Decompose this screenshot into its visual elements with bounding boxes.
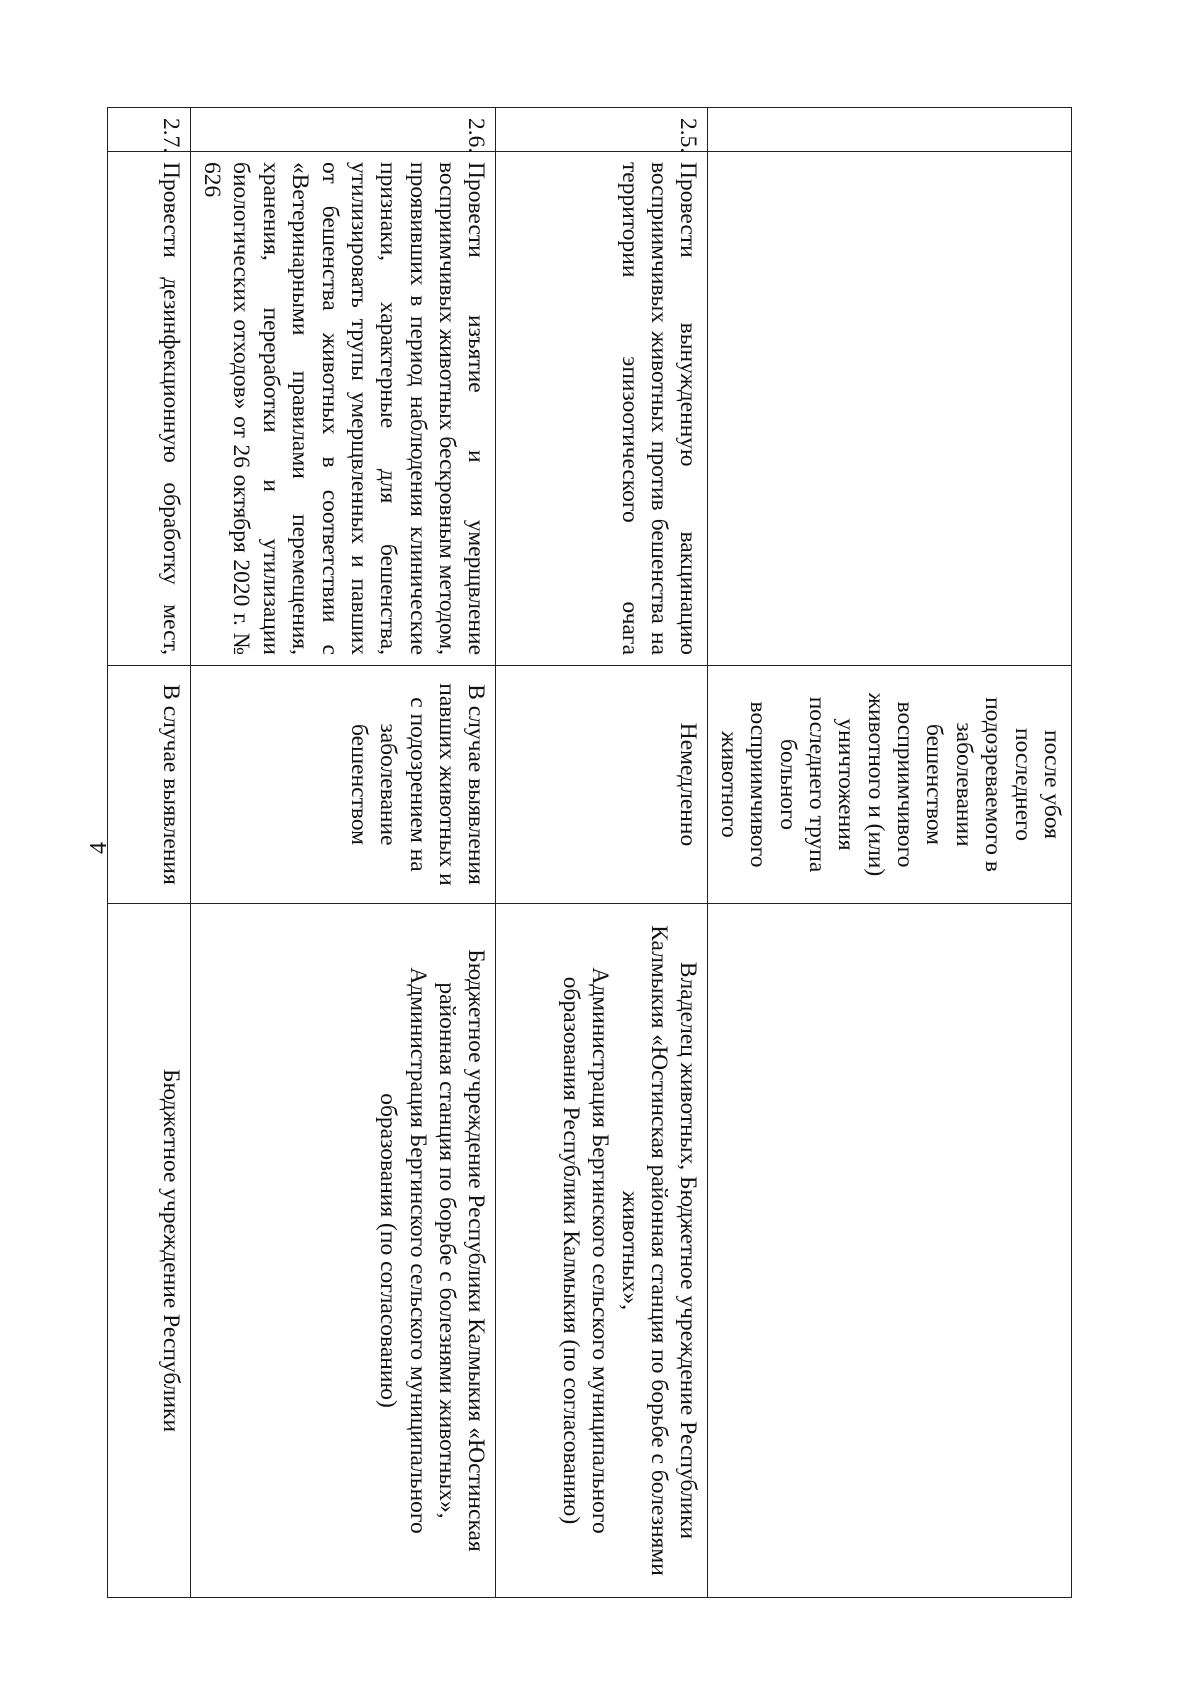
row-number-cell [708, 108, 1072, 152]
responsible-text: Бюджетное учреждение Республики [158, 1068, 185, 1433]
term-cell: после убоя последнего подозреваемого в заболевании бешенством восприимчивого животного и (или) уничтожения последнего трупа больного восприимчивого животного [708, 666, 1072, 904]
responsible-cell [191, 904, 496, 1598]
row-number-cell: 2.5. [496, 108, 708, 152]
action-cell: Провести изъятие и умерщвление восприимчивых животных бескровным методом, проявивших в период наблюдения клинические признаки, характерные для бешенства, утилизировать трупы умерщвленных и павших от бешенства животных в соответствии с «Ветеринарными правилами перемещения, хранения, переработки и утилизации биологических отходов» от 26 октября 2020 г. № 626 [191, 152, 496, 666]
table-row [108, 108, 191, 1598]
term-cell: В случае выявления павших животных и с подозрением на заболевание бешенством [191, 666, 496, 904]
responsible-cell [708, 904, 1072, 1598]
table-row [708, 108, 1072, 1598]
row-number-cell: 2.7. [108, 108, 191, 152]
measures-table [108, 107, 1073, 1598]
table-row [496, 108, 708, 1598]
term-cell: Немедленно [496, 666, 708, 904]
responsible-text: Администрация Бергинского сельского муниципального образования Республики Калмыкия (по согласованию) [558, 967, 614, 1534]
responsible-text: Бюджетное учреждение Республики Калмыкия «Юстинская районная станция по борьбе с болезнями животных», [434, 949, 490, 1552]
rotated-page-content [119, 107, 1072, 1597]
responsible-cell [496, 904, 708, 1598]
row-number-cell: 2.6. [191, 108, 496, 152]
action-cell: Провести вынужденную вакцинацию восприимчивых животных против бешенства на территории эпизоотического очага [496, 152, 708, 666]
responsible-cell [108, 904, 191, 1598]
page-number: 4 [85, 842, 112, 854]
term-cell: В случае выявления [108, 666, 191, 904]
responsible-text: Владелец животных, Бюджетное учреждение Республики Калмыкия «Юстинская районная станция по борьбе с болезнями животных», [616, 925, 702, 1576]
responsible-text: Администрация Бергинского сельского муниципального образования (по согласованию) [375, 967, 431, 1534]
action-cell: Провести дезинфекционную обработку мест, [108, 152, 191, 666]
table-row [191, 108, 496, 1598]
action-cell [708, 152, 1072, 666]
